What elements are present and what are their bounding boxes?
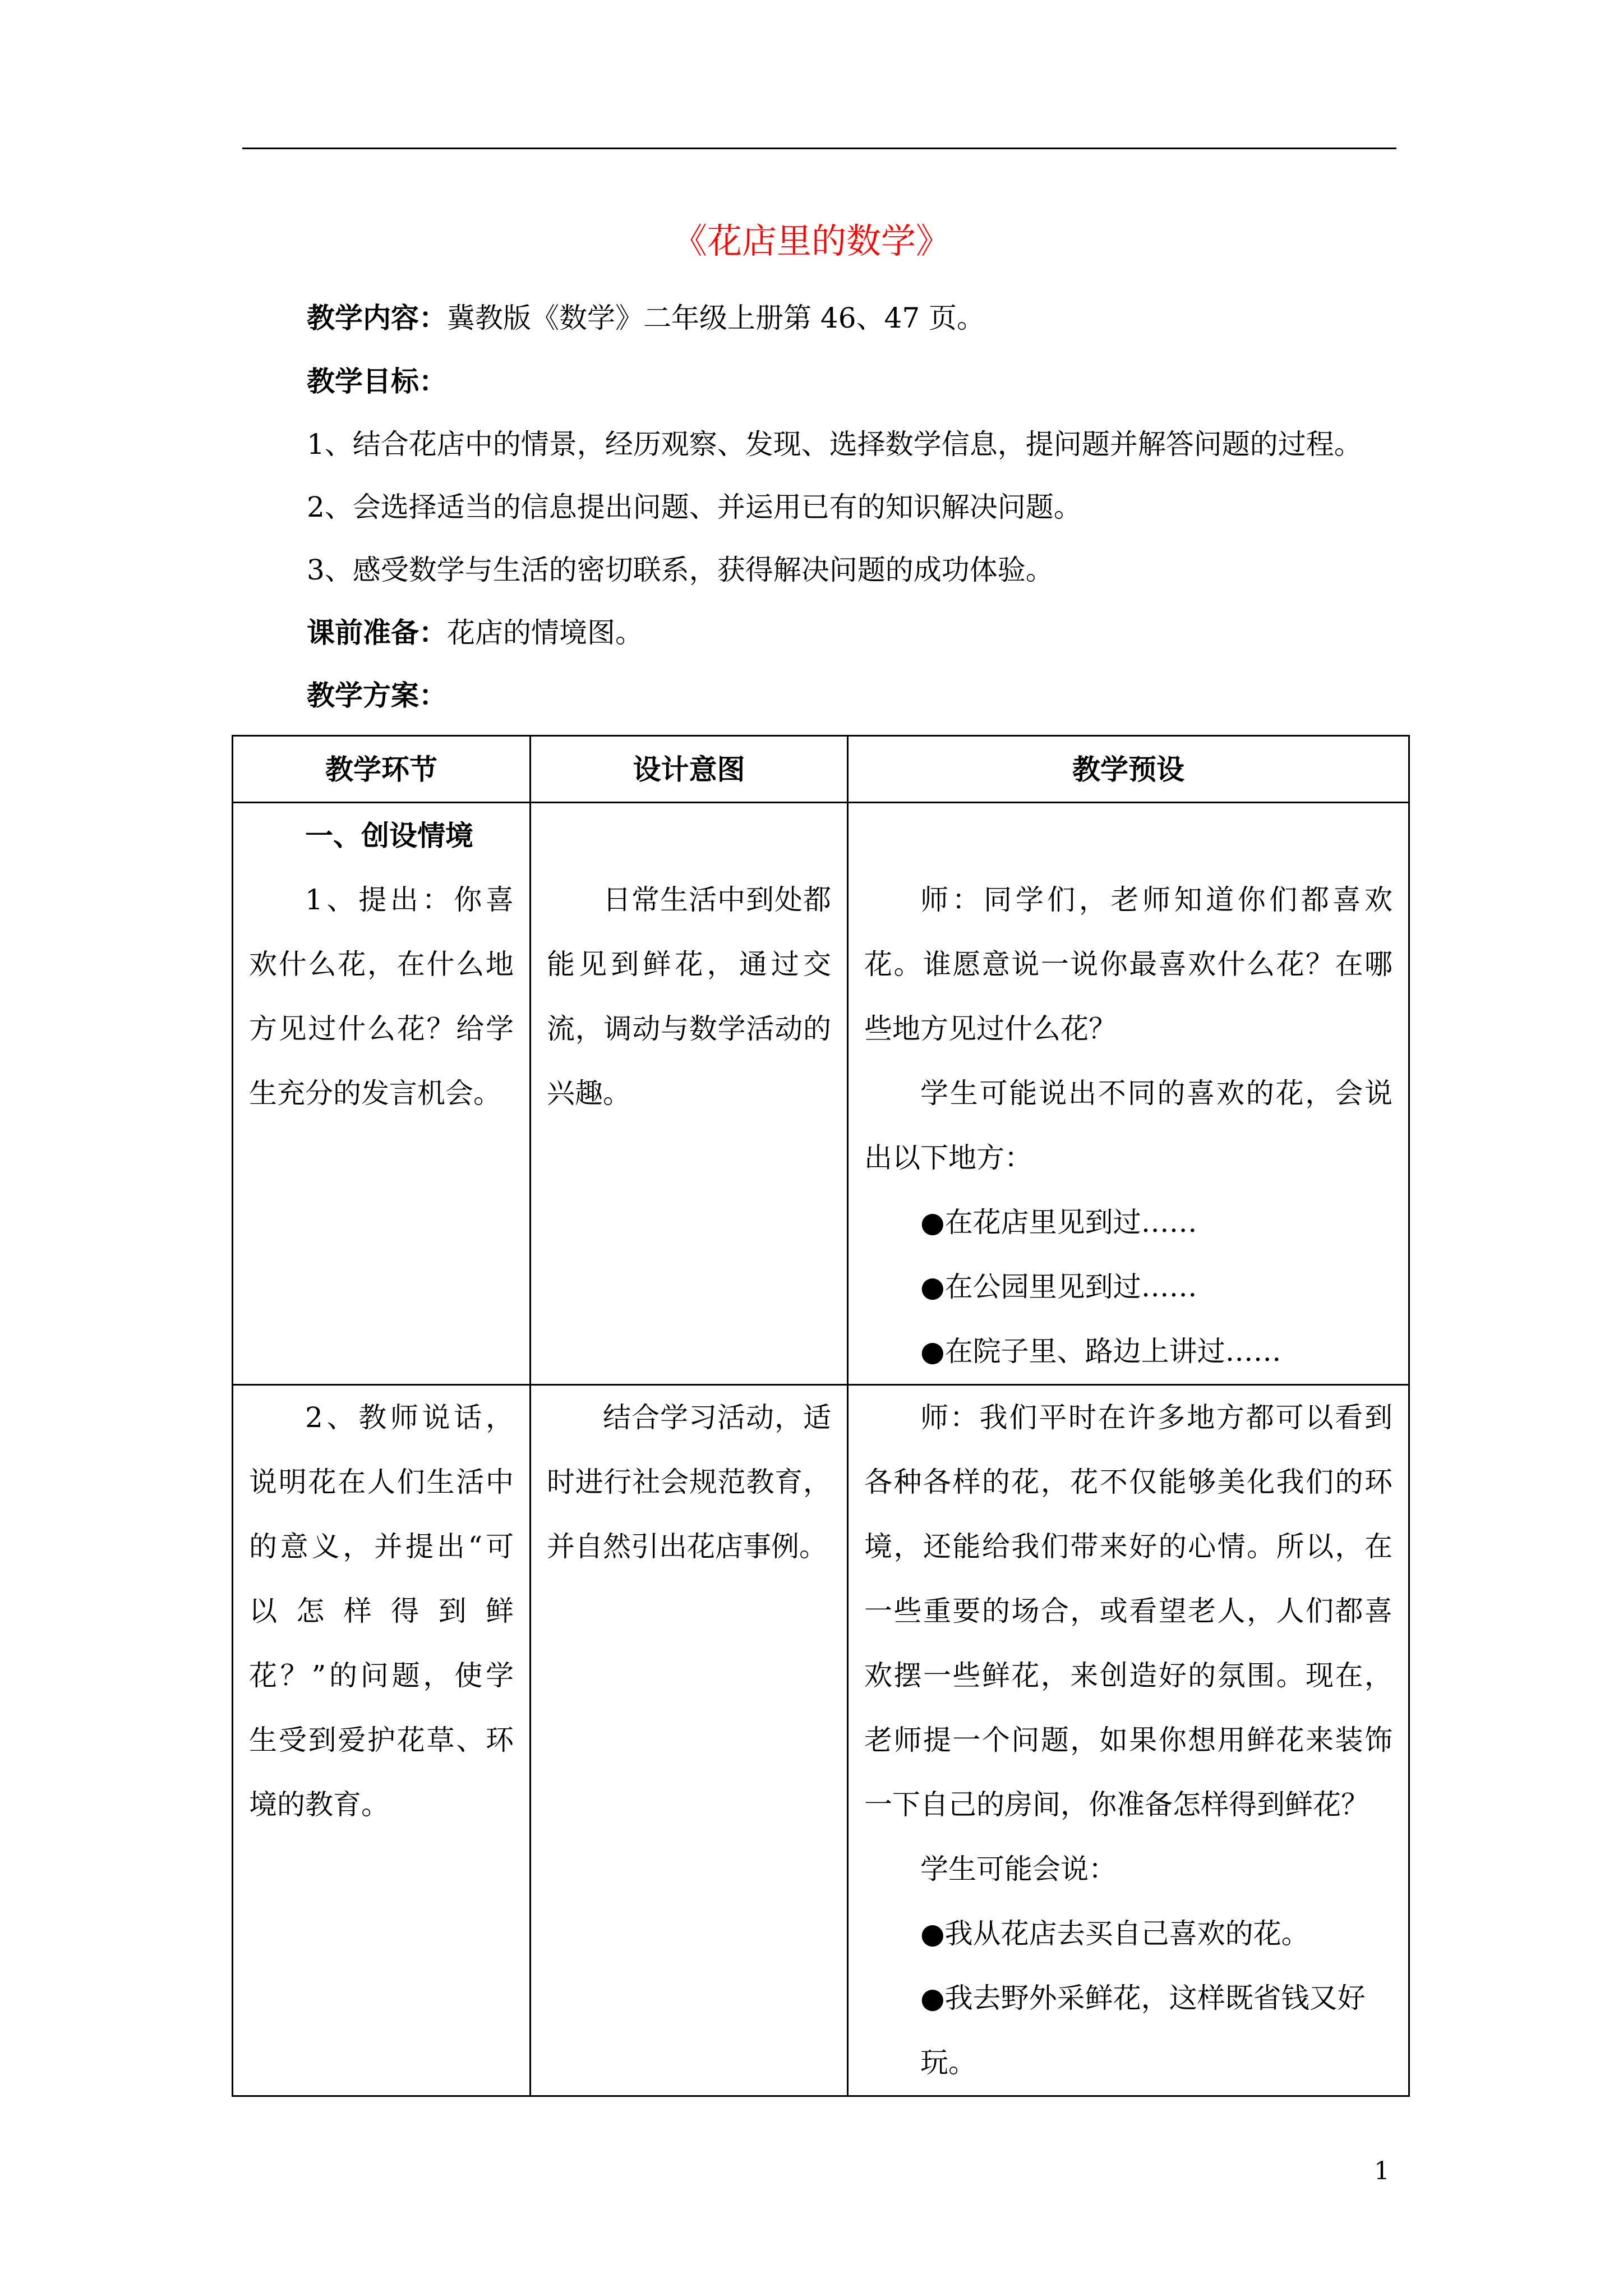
table-header-row [233, 736, 1409, 803]
goal-item-2: 2、会选择适当的信息提出问题、并运用已有的知识解决问题。 [307, 491, 1082, 523]
teaching-content-label: 教学内容： [307, 301, 447, 334]
teaching-goals-label: 教学目标： [307, 365, 447, 398]
preset-bullet: ●我去野外采鲜花，这样既省钱又好玩。 [920, 1982, 1366, 2079]
header-preset: 教学预设 [848, 736, 1409, 803]
teaching-content-value: 冀教版《数学》二年级上册第 46、47 页。 [447, 302, 985, 334]
goal-item-3: 3、感受数学与生活的密切联系，获得解决问题的成功体验。 [307, 554, 1054, 586]
preset-bullet: ●在院子里、路边上讲过…… [920, 1335, 1281, 1368]
header-rule [242, 148, 1396, 149]
intent-cell [531, 1385, 848, 2096]
preset-paragraph: 师：我们平时在许多地方都可以看到各种各样的花，花不仅能够美化我们的环境，还能给我们带来好的心情。所以，在一些重要的场合，或看望老人，人们都喜欢摆一些鲜花，来创造好的氛围。现在，老师提一个问题，如果你想用鲜花来装饰一下自己的房间，你准备怎样得到鲜花？ [864, 1401, 1393, 1821]
preparation-label: 课前准备： [307, 616, 447, 649]
stage-cell [233, 803, 531, 1385]
header-intent: 设计意图 [531, 736, 848, 803]
teaching-plan-label: 教学方案： [307, 679, 447, 712]
preset-bullet: ●在公园里见到过…… [920, 1271, 1197, 1303]
preset-paragraph: 学生可能说出不同的喜欢的花，会说出以下地方： [864, 1077, 1393, 1174]
stage-heading: 一、创设情境 [305, 819, 473, 852]
preset-cell [848, 803, 1409, 1385]
header-stage: 教学环节 [233, 736, 531, 803]
stage-text: 2、教师说话，说明花在人们生活中的意义，并提出“可以怎样得到鲜花？”的问题，使学生受到爱护花草、环境的教育。 [249, 1401, 514, 1821]
preset-paragraph: 学生可能会说： [920, 1853, 1117, 1885]
preparation-line [307, 610, 643, 655]
teaching-content-line [307, 296, 985, 341]
stage-cell [233, 1385, 531, 2096]
goal-item-1: 1、结合花店中的情景，经历观察、发现、选择数学信息，提问题并解答问题的过程。 [307, 428, 1362, 461]
intent-cell [531, 803, 848, 1385]
teaching-plan-table [232, 735, 1410, 2097]
table-row [233, 803, 1409, 1385]
document-title: 《花店里的数学》 [672, 220, 951, 261]
table-row [233, 1385, 1409, 2096]
preset-bullet: ●我从花店去买自己喜欢的花。 [920, 1917, 1310, 1950]
stage-text: 1、提出：你喜欢什么花，在什么地方见过什么花？给学生充分的发言机会。 [249, 884, 514, 1110]
preset-bullet: ●在花店里见到过…… [920, 1206, 1197, 1239]
preset-paragraph: 师：同学们，老师知道你们都喜欢花。谁愿意说一说你最喜欢什么花？在哪些地方见过什么花？ [864, 884, 1393, 1045]
preparation-value: 花店的情境图。 [447, 616, 643, 649]
intent-text: 日常生活中到处都能见到鲜花，通过交流，调动与数学活动的兴趣。 [547, 884, 831, 1110]
page-number: 1 [1374, 2157, 1390, 2185]
intent-text: 结合学习活动，适时进行社会规范教育，并自然引出花店事例。 [547, 1401, 831, 1563]
preset-cell [848, 1385, 1409, 2096]
